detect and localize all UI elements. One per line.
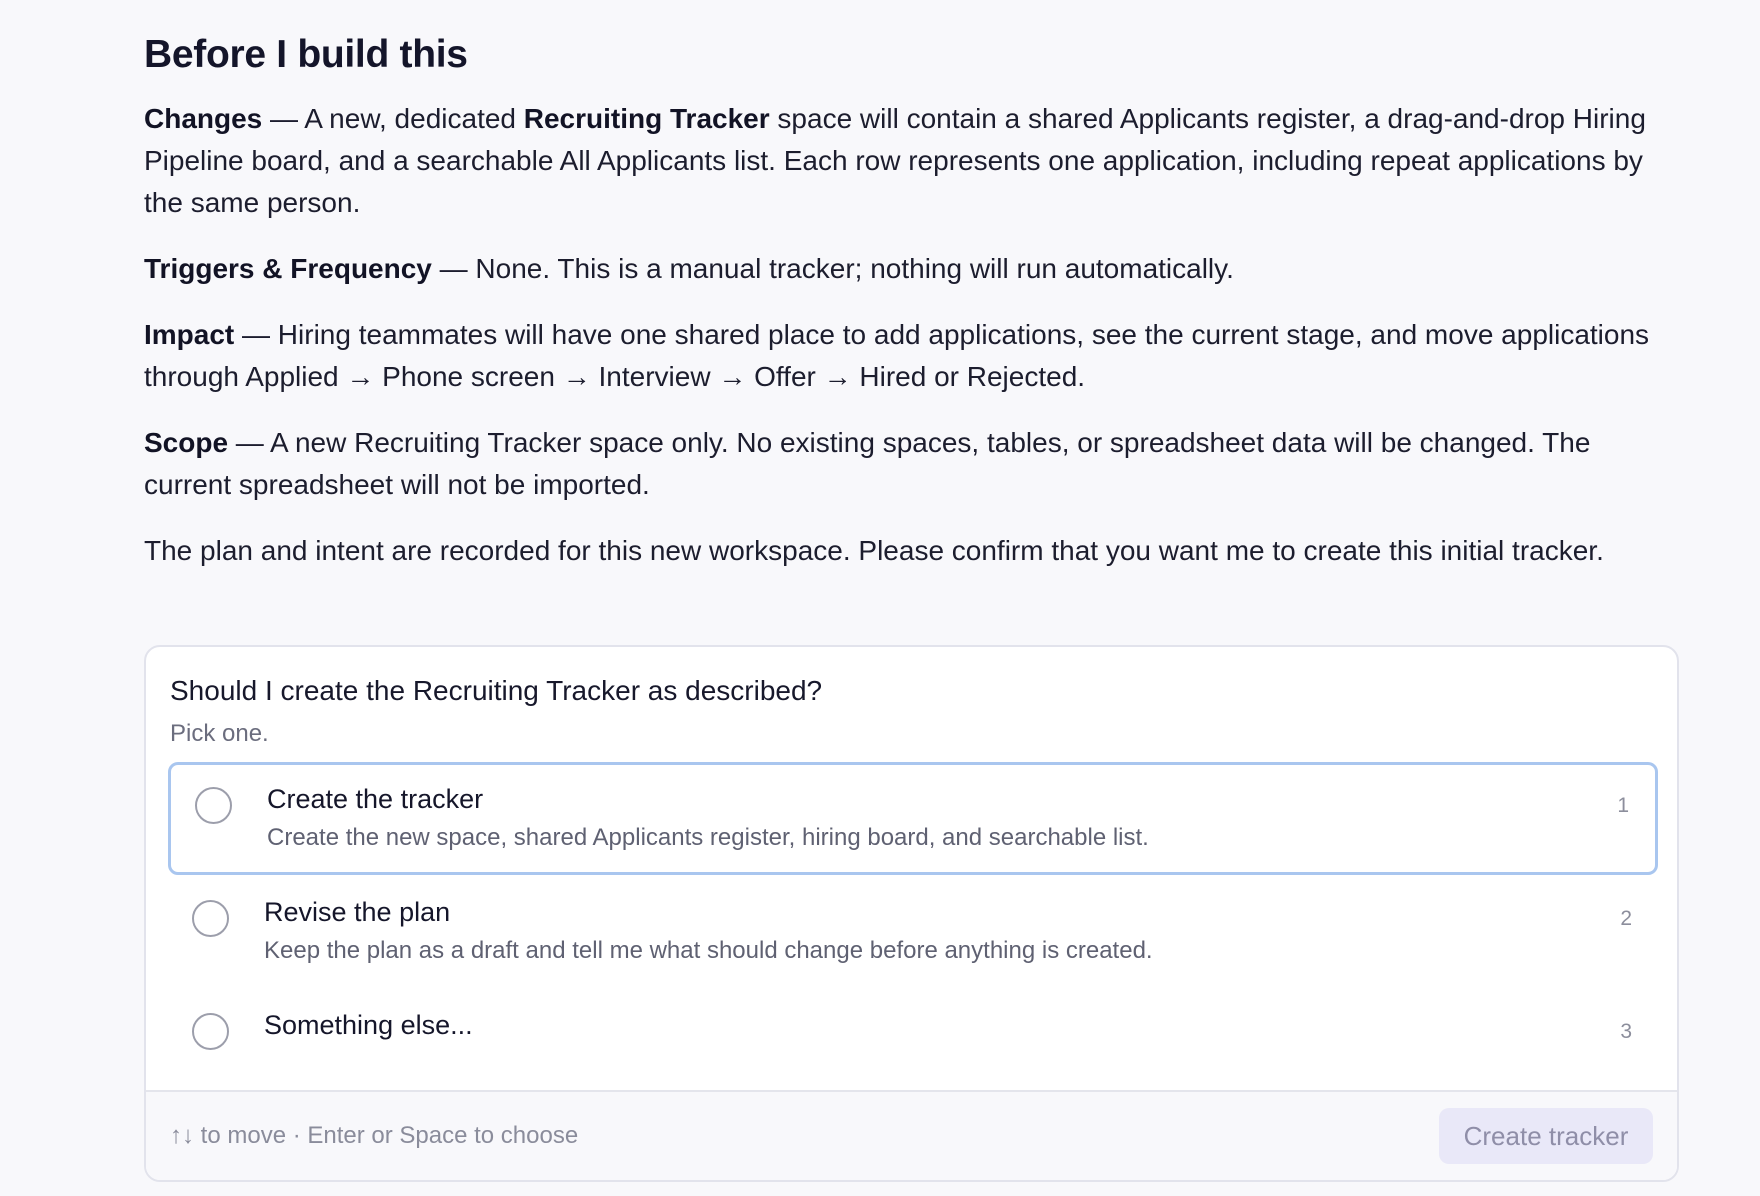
question-footer — [146, 1090, 1677, 1180]
triggers-label: Triggers & Frequency — [144, 253, 432, 284]
question-hint: Pick one. — [170, 720, 269, 747]
scope-label: Scope — [144, 427, 229, 458]
option-shortcut-number: 1 — [1617, 794, 1629, 817]
changes-text-pre: — A new, dedicated — [262, 103, 524, 134]
option-create-tracker[interactable] — [168, 762, 1658, 875]
triggers-paragraph — [144, 248, 1680, 290]
impact-label: Impact — [144, 319, 235, 350]
option-description: Keep the plan as a draft and tell me what should change before anything is created. — [264, 937, 1153, 964]
impact-paragraph — [144, 314, 1680, 398]
changes-emphasis: Recruiting Tracker — [523, 103, 770, 134]
scope-paragraph — [144, 422, 1680, 506]
changes-label: Changes — [144, 103, 263, 134]
option-something-else[interactable] — [168, 991, 1658, 1071]
option-shortcut-number: 2 — [1620, 907, 1632, 930]
create-tracker-button[interactable]: Create tracker — [1439, 1108, 1653, 1164]
option-label: Create the tracker — [267, 784, 484, 814]
plan-summary — [144, 30, 1680, 596]
option-shortcut-number: 3 — [1620, 1020, 1632, 1043]
option-label: Revise the plan — [264, 897, 451, 927]
confirm-paragraph: The plan and intent are recorded for this new workspace. Please confirm that you want me to create this initial tracker. — [144, 535, 1604, 566]
impact-text: — Hiring teammates will have one shared place to add applications, see the current stage, and move applications through Applied → Phone screen → Interview → Offer → Hired or Rejected. — [144, 319, 1650, 392]
option-description: Create the new space, shared Applicants register, hiring board, and searchable list. — [267, 824, 1149, 851]
option-label: Something else... — [264, 1010, 473, 1040]
keyboard-hint: ↑↓ to move · Enter or Space to choose — [170, 1122, 579, 1149]
page-title: Before I build this — [144, 33, 468, 76]
triggers-text: — None. This is a manual tracker; nothing will run automatically. — [431, 253, 1234, 284]
radio-button[interactable] — [192, 900, 229, 937]
option-revise-plan[interactable] — [168, 878, 1658, 988]
radio-button[interactable] — [192, 1013, 229, 1050]
question-title: Should I create the Recruiting Tracker as described? — [170, 675, 823, 706]
question-card — [144, 645, 1679, 1182]
changes-paragraph — [144, 98, 1680, 224]
changes-text-post: space will contain a shared Applicants register, a drag-and-drop Hiring Pipeline board, and a searchable All Applicants list. Each row represents one application, including repeat applications by the same person. — [144, 103, 1646, 218]
scope-text: — A new Recruiting Tracker space only. No existing spaces, tables, or spreadsheet data will be changed. The current spreadsheet will not be imported. — [144, 427, 1591, 500]
radio-button[interactable] — [195, 787, 232, 824]
